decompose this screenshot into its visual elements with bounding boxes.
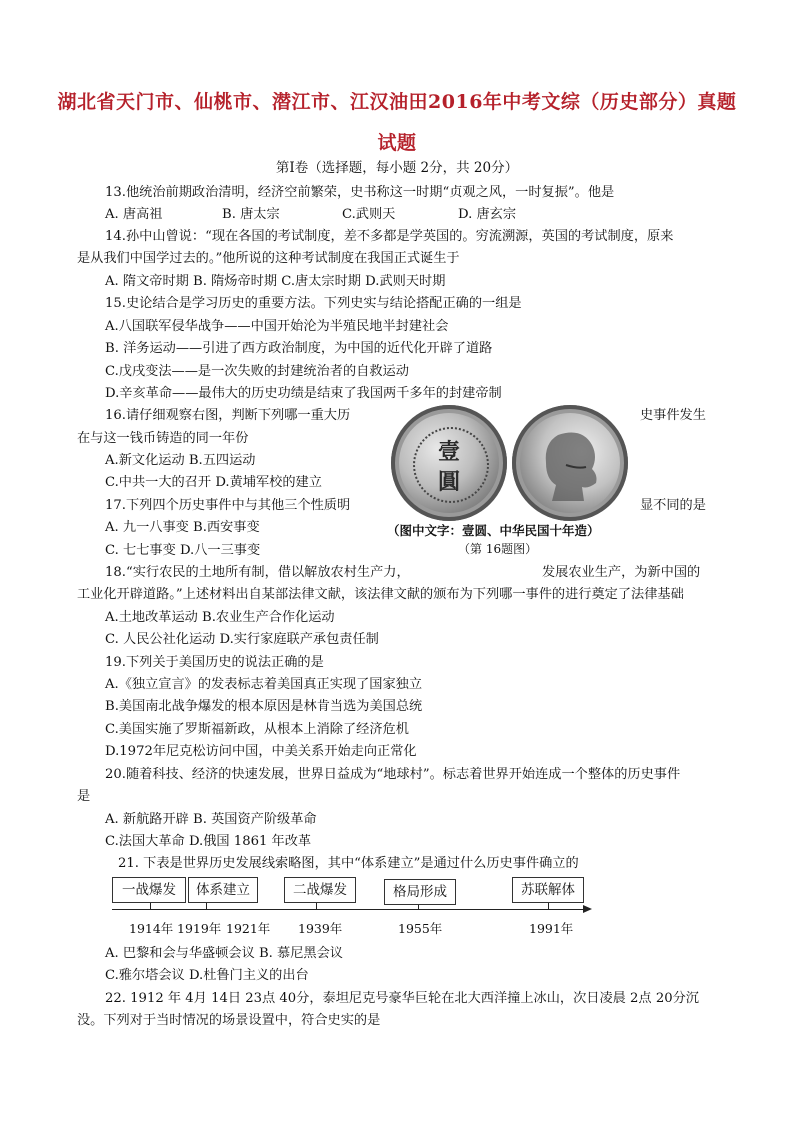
q14-stem-line1: 14.孙中山曾说：“现在各国的考试制度，差不多都是学英国的。穷流溯源，英国的考试制度，原来 — [105, 229, 674, 244]
coin-character-top: 壹 — [437, 439, 460, 465]
q16-stem-left: 16.请仔细观察右图，判断下列哪一重大历 — [105, 408, 351, 423]
q18-stem-left: 18.“实行农民的土地所有制，借以解放农村生产力， — [105, 565, 410, 580]
q13-option-d: D. 唐玄宗 — [458, 207, 517, 222]
q14-stem-line2: 是从我们中国学过去的。”他所说的这种考试制度在我国正式诞生于 — [77, 251, 460, 266]
q21-options-ab: A. 巴黎和会与华盛顿会议 B. 慕尼黑会议 — [105, 946, 343, 961]
timeline-year-1919: 1919年 — [177, 921, 222, 936]
q21-options-cd: C.雅尔塔会议 D.杜鲁门主义的出台 — [105, 968, 309, 983]
timeline-box-ussr: 苏联解体 — [512, 877, 584, 903]
timeline-box-system: 体系建立 — [188, 877, 258, 903]
portrait-icon — [512, 405, 628, 521]
q15-option-c: C.戊戌变法——是一次失败的封建统治者的自救运动 — [105, 364, 409, 379]
q21-stem: 21. 下表是世界历史发展线索略图，其中“体系建立”是通过什么历史事件确立的 — [118, 856, 579, 871]
timeline-year-1991: 1991年 — [529, 921, 574, 936]
q13-option-b: B. 唐太宗 — [222, 207, 280, 222]
timeline-year-1914: 1914年 — [129, 921, 174, 936]
timeline-diagram — [0, 875, 794, 945]
timeline-year-1921: 1921年 — [226, 921, 271, 936]
document-title-line2: 试题 — [377, 132, 417, 154]
figure-label: （第 16题图） — [458, 542, 538, 556]
timeline-box-ww2: 二战爆发 — [284, 877, 356, 903]
q16-stem-right: 史事件发生 — [640, 408, 706, 423]
q13-option-a: A. 唐高祖 — [105, 207, 163, 222]
q18-options-ab: A.土地改革运动 B.农业生产合作化运动 — [105, 610, 335, 625]
q13-option-c: C.武则天 — [342, 207, 396, 222]
q15-option-d: D.辛亥革命——最伟大的历史功绩是结束了我国两千多年的封建帝制 — [105, 386, 502, 401]
q15-option-b: B. 洋务运动——引进了西方政治制度，为中国的近代化开辟了道路 — [105, 341, 493, 356]
q19-stem: 19.下列关于美国历史的说法正确的是 — [105, 655, 324, 670]
q18-stem-right: 发展农业生产，为新中国的 — [542, 565, 701, 580]
q22-stem-line1: 22. 1912 年 4月 14日 23点 40分，泰坦尼克号豪华巨轮在北大西洋撞上冰山，次日凌晨 2点 20分沉 — [105, 991, 699, 1006]
q13-stem: 13.他统治前期政治清明，经济空前繁荣，史书称这一时期“贞观之风，一时复振”。他是 — [105, 185, 615, 200]
timeline-year-1955: 1955年 — [398, 921, 443, 936]
q16-options-cd: C.中共一大的召开 D.黄埔军校的建立 — [105, 475, 322, 490]
q17-options-ab: A. 九一八事变 B.西安事变 — [105, 520, 260, 535]
timeline-year-1939: 1939年 — [298, 921, 343, 936]
coin-obverse-image — [391, 405, 507, 521]
section-heading: 第Ⅰ卷（选择题，每小题 2分，共 20分） — [275, 160, 519, 176]
q18-options-cd: C. 人民公社化运动 D.实行家庭联产承包责任制 — [105, 632, 379, 647]
q15-stem: 15.史论结合是学习历史的重要方法。下列史实与结论搭配正确的一组是 — [105, 296, 522, 311]
coin-reverse-portrait-image — [512, 405, 628, 521]
q16-options-ab: A.新文化运动 B.五四运动 — [105, 453, 256, 468]
q19-option-c: C.美国实施了罗斯福新政，从根本上消除了经济危机 — [105, 722, 409, 737]
q17-stem-left: 17.下列四个历史事件中与其他三个性质明 — [105, 498, 351, 513]
q20-stem-line1: 20.随着科技、经济的快速发展，世界日益成为“地球村”。标志着世界开始连成一个整体的历史事件 — [105, 767, 681, 782]
document-title: 湖北省天门市、仙桃市、潜江市、江汉油田2016年中考文综（历史部分）真题 — [57, 91, 737, 113]
q20-options-cd: C.法国大革命 D.俄国 1861 年改革 — [105, 834, 312, 849]
q18-stem-line2: 工业化开辟道路。”上述材料出自某部法律文献，该法律文献的颁布为下列哪一事件的进行奠定了法律基础 — [77, 587, 684, 602]
q19-option-d: D.1972年尼克松访问中国，中美关系开始走向正常化 — [105, 744, 417, 759]
q16-stem-line2: 在与这一钱币铸造的同一年份 — [77, 431, 249, 446]
q20-options-ab: A. 新航路开辟 B. 英国资产阶级革命 — [105, 812, 317, 827]
q22-stem-line2: 没。下列对于当时情况的场景设置中，符合史实的是 — [77, 1013, 381, 1028]
q19-option-b: B.美国南北战争爆发的根本原因是林肯当选为美国总统 — [105, 699, 423, 714]
timeline-box-ww1: 一战爆发 — [112, 877, 186, 903]
q17-options-cd: C. 七七事变 D.八一三事变 — [105, 543, 261, 558]
coin-character-bottom: 圓 — [437, 469, 460, 495]
coin-caption: （图中文字：壹圆、中华民国十年造） — [387, 523, 600, 538]
q15-option-a: A.八国联军侵华战争——中国开始沦为半殖民地半封建社会 — [105, 319, 449, 334]
q19-option-a: A.《独立宣言》的发表标志着美国真正实现了国家独立 — [105, 677, 423, 692]
q17-stem-right: 显不同的是 — [640, 498, 706, 513]
q14-options: A. 隋文帝时期 B. 隋炀帝时期 C.唐太宗时期 D.武则天时期 — [105, 274, 446, 289]
q20-stem-line2: 是 — [77, 789, 91, 804]
timeline-box-pattern: 格局形成 — [384, 879, 456, 905]
